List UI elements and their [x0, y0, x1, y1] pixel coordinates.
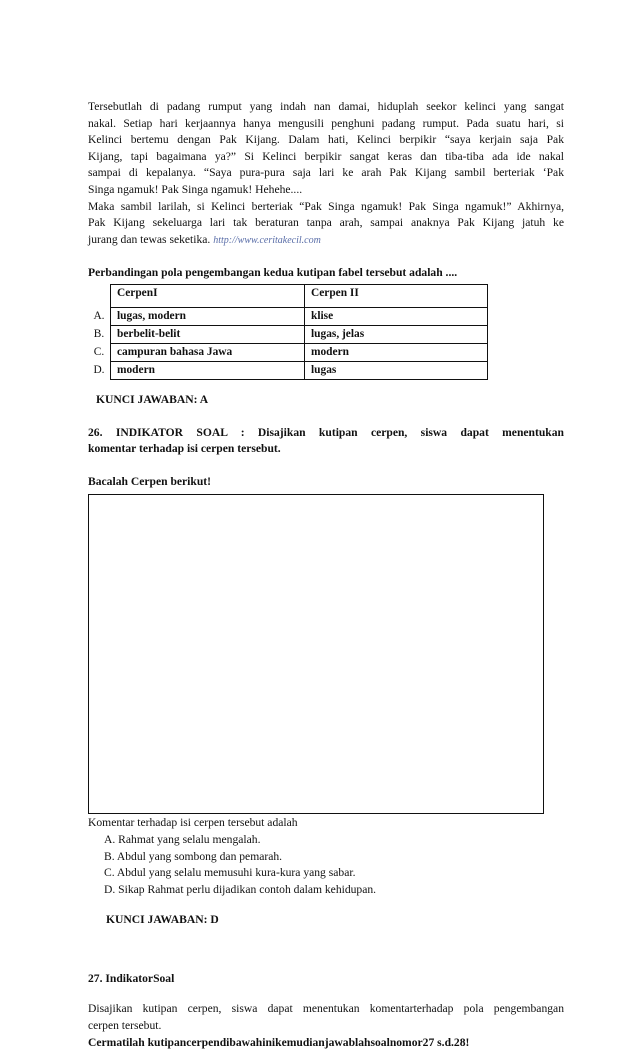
table-header-cerpen-2: Cerpen II	[305, 284, 488, 307]
comparison-table	[88, 284, 488, 380]
option-letter: A.	[93, 310, 105, 323]
table-row	[88, 343, 488, 361]
story-line: Singa ngamuk! Pak Singa ngamuk! Hehehe....	[88, 182, 303, 196]
q25-question: Perbandingan pola pengembangan kedua kutipan fabel tersebut adalah ....	[88, 266, 458, 280]
indicator-line: Disajikan kutipan cerpen, siswa dapat menentukan komentarterhadap pola pengembangan	[88, 1002, 564, 1016]
table-row	[88, 325, 488, 343]
option-cerpen-2: lugas	[305, 361, 488, 379]
q26-read-instruction: Bacalah Cerpen berikut!	[88, 474, 212, 488]
option-item: B. Abdul yang sombong dan pemarah.	[104, 849, 283, 863]
option-letter: C.	[93, 346, 105, 359]
indicator-line: komentar terhadap isi cerpen tersebut.	[88, 442, 281, 456]
option-cerpen-1: berbelit-belit	[111, 325, 305, 343]
source-link[interactable]: http://www.ceritakecil.com	[213, 234, 321, 246]
story-image-box	[88, 494, 544, 814]
option-letter: B.	[93, 328, 105, 341]
option-cerpen-2: lugas, jelas	[305, 325, 488, 343]
story-line: Maka sambil larilah, si Kelinci berteriak “Pak Singa ngamuk! Pak Singa ngamuk!” Akhirnya,	[88, 199, 564, 213]
table-row	[88, 361, 488, 379]
option-letter: D.	[93, 364, 105, 377]
q26-indicator	[88, 425, 564, 458]
indicator-line: 26. INDIKATOR SOAL : Disajikan kutipan cerpen, siswa dapat menentukan	[88, 425, 564, 439]
story-last-line	[88, 232, 564, 250]
q26-options	[88, 832, 564, 898]
q27-instruction: Cermatilah kutipancerpendibawahinikemudianjawablahsoalnomor27 s.d.28!	[88, 1035, 470, 1049]
table-header-row	[88, 284, 488, 307]
table-header-cerpen-1: CerpenI	[111, 284, 305, 307]
option-cerpen-1: lugas, modern	[111, 307, 305, 325]
story-line: Tersebutlah di padang rumput yang indah nan damai, hiduplah seekor kelinci yang sangat	[88, 100, 564, 113]
option-item: D. Sikap Rahmat perlu dijadikan contoh dalam kehidupan.	[104, 882, 377, 896]
option-cerpen-2: modern	[305, 343, 488, 361]
option-cerpen-1: campuran bahasa Jawa	[111, 343, 305, 361]
q25-answer-key: KUNCI JAWABAN: A	[96, 392, 209, 406]
option-cerpen-2: klise	[305, 307, 488, 325]
story-line: Pak Kijang sekeluarga lari tak beraturan tanpa arah, sampai anaknya Pak Kijang jatuh ke	[88, 216, 564, 230]
story-line-text: jurang dan tewas seketika.	[88, 232, 214, 246]
option-item: A. Rahmat yang selalu mengalah.	[104, 832, 261, 846]
q27-indicator	[88, 1001, 564, 1034]
indicator-line: cerpen tersebut.	[88, 1019, 162, 1033]
document-page	[88, 99, 564, 1051]
table-row	[88, 307, 488, 325]
option-cerpen-1: modern	[111, 361, 305, 379]
table-letter-cell	[88, 284, 111, 307]
q26-question: Komentar terhadap isi cerpen tersebut adalah	[88, 816, 298, 830]
option-item: C. Abdul yang selalu memusuhi kura-kura yang sabar.	[104, 866, 356, 880]
story-line: Kelinci bertemu dengan Pak Kijang. Dalam hati, Kelinci berpikir “saya kerjain saja Pak	[88, 133, 564, 147]
q27-title: 27. IndikatorSoal	[88, 971, 175, 985]
story-line: sampai di kepalanya. “Saya pura-pura saja lari ke arah Pak Kijang sambil berteriak ‘Pak	[88, 166, 564, 180]
story-line: Kijang, tapi bagaimana ya?” Si Kelinci berpikir sangat keras dan tiba-tiba ada ide nakal	[88, 149, 564, 163]
story-line: nakal. Setiap hari kerjaannya hanya mengusili penghuni padang rumput. Pada suatu hari, si	[88, 116, 564, 130]
story-excerpt	[88, 99, 564, 249]
q26-answer-key: KUNCI JAWABAN: D	[106, 913, 219, 927]
